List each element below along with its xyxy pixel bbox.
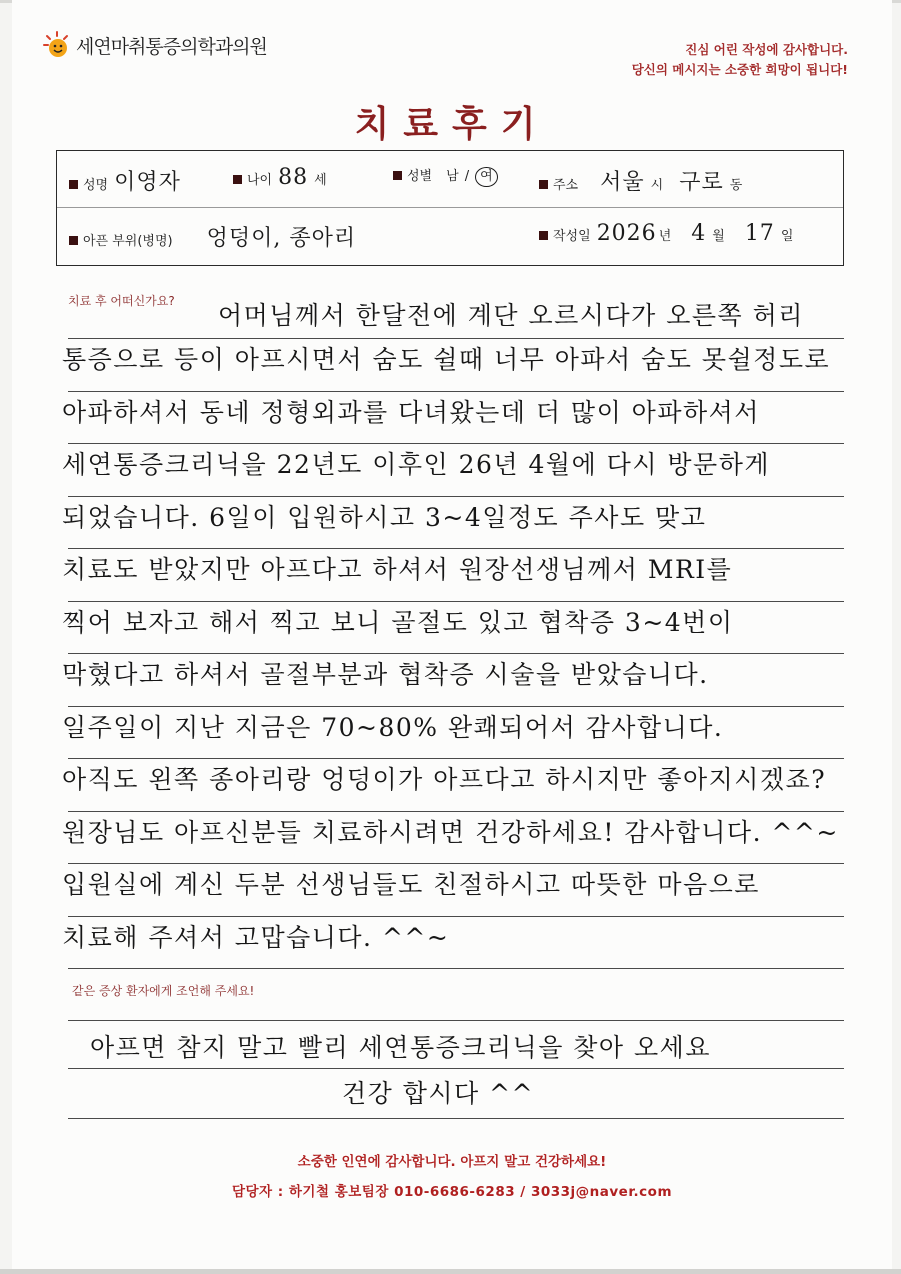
- ruled-line: [68, 758, 844, 759]
- ruled-line: [68, 338, 844, 339]
- date-field: [539, 221, 793, 246]
- gender-field: [393, 165, 498, 187]
- review-line: 치료도 받았지만 아프다고 하셔서 원장선생님께서 MRI를: [62, 555, 733, 584]
- age-unit: 세: [314, 173, 327, 188]
- ruled-line: [68, 863, 844, 864]
- review-line: 세연통증크리닉을 22년도 이후인 26년 4월에 다시 방문하게: [62, 450, 771, 479]
- review-prompt: 치료 후 어떠신가요?: [68, 294, 175, 308]
- ruled-line: [68, 391, 844, 392]
- sun-face-icon: [42, 30, 72, 60]
- date-month-unit: 월: [712, 229, 725, 244]
- ruled-line: [68, 653, 844, 654]
- name-field: [69, 165, 187, 196]
- area-value: 엉덩이, 종아리: [206, 226, 357, 251]
- date-label: 작성일: [553, 229, 591, 244]
- date-day: 17: [744, 221, 775, 246]
- gender-female-circled: 여: [475, 167, 498, 187]
- review-line: 어머님께서 한달전에 계단 오르시다가 오른쪽 허리: [218, 301, 804, 330]
- gender-male: 남: [446, 169, 459, 184]
- ruled-line: [68, 811, 844, 812]
- thanks-line-1: 진심 어린 작성에 감사합니다.: [685, 42, 848, 57]
- date-year-unit: 년: [658, 229, 672, 244]
- review-line: 찍어 보자고 해서 찍고 보니 골절도 있고 협착증 3~4번이: [62, 607, 734, 637]
- ruled-line: [68, 706, 844, 707]
- review-line: 아직도 왼쪽 종아리랑 엉덩이가 아프다고 하시지만 좋아지시겠죠?: [62, 765, 827, 794]
- age-value: 88: [278, 165, 309, 190]
- address-city: 서울: [600, 170, 645, 195]
- footer-thanks: 소중한 인연에 감사합니다. 아프지 말고 건강하세요!: [297, 1154, 607, 1170]
- review-form-page: [12, 0, 892, 1274]
- review-line: 일주일이 지난 지금은 70~80% 완쾌되어서 감사합니다.: [62, 712, 724, 742]
- review-line: 통증으로 등이 아프시면서 숨도 쉴때 너무 아파서 숨도 못쉴정도로: [62, 345, 831, 374]
- bullet-square-icon: [539, 180, 548, 189]
- address-label: 주소: [553, 178, 579, 193]
- bullet-square-icon: [539, 231, 548, 240]
- review-line: 원장님도 아프신분들 치료하시려면 건강하세요! 감사합니다. ^^~: [62, 817, 839, 847]
- clinic-logo: [42, 30, 267, 60]
- name-value: 이영자: [114, 170, 181, 195]
- date-day-unit: 일: [780, 229, 794, 244]
- patient-info-box: [56, 150, 844, 266]
- ruled-line: [68, 1068, 844, 1069]
- bullet-square-icon: [233, 175, 242, 184]
- footer-contact: 담당자 : 하기철 홍보팀장 010-6686-6283 / 3033j@naver.com: [231, 1184, 673, 1200]
- scan-edge-bottom: [0, 1269, 901, 1274]
- ruled-line: [68, 443, 844, 444]
- review-line: 막혔다고 하셔서 골절부분과 협착증 시술을 받았습니다.: [62, 660, 709, 689]
- ruled-line: [68, 916, 844, 917]
- gender-label: 성별: [407, 169, 433, 184]
- bullet-square-icon: [69, 180, 78, 189]
- age-field: [233, 165, 327, 190]
- address-dong: 동: [729, 178, 743, 193]
- review-line: 입원실에 계신 두분 선생님들도 친절하시고 따뜻한 마음으로: [62, 870, 760, 899]
- bullet-square-icon: [393, 171, 402, 180]
- ruled-line: [68, 1020, 844, 1021]
- ruled-line: [68, 601, 844, 602]
- thanks-line-2: 당신의 메시지는 소중한 희망이 됩니다!: [631, 62, 848, 77]
- address-si: 시: [650, 178, 664, 193]
- review-line: 되었습니다. 6일이 입원하시고 3~4일정도 주사도 맞고: [62, 502, 707, 532]
- address-district: 구로: [679, 170, 724, 195]
- page-title: 치료후기: [354, 104, 550, 145]
- ruled-line: [68, 968, 844, 969]
- name-label: 성명: [83, 178, 109, 193]
- thanks-message: [632, 40, 848, 80]
- bullet-square-icon: [69, 236, 78, 245]
- age-label: 나이: [247, 173, 273, 188]
- review-line: 아파하셔서 동네 정형외과를 다녀왔는데 더 많이 아파하셔서: [62, 397, 760, 427]
- date-month: 4: [691, 221, 707, 246]
- advice-line: 건강 합시다 ^^: [342, 1079, 535, 1108]
- date-year: 2026: [596, 221, 657, 246]
- info-divider: [57, 207, 843, 208]
- ruled-line: [68, 548, 844, 549]
- area-label: 아픈 부위(병명): [83, 234, 173, 249]
- advice-prompt: 같은 증상 환자에게 조언해 주세요!: [72, 984, 255, 998]
- area-field: [69, 221, 362, 252]
- review-line: 치료해 주셔서 고맙습니다. ^^~: [62, 922, 450, 952]
- advice-line: 아프면 참지 말고 빨리 세연통증크리닉을 찾아 오세요: [90, 1033, 711, 1062]
- gender-separator: /: [464, 169, 470, 184]
- ruled-line: [68, 496, 844, 497]
- ruled-line: [68, 1118, 844, 1119]
- address-field: [539, 165, 742, 196]
- clinic-name: 세연마취통증의학과의원: [76, 35, 267, 58]
